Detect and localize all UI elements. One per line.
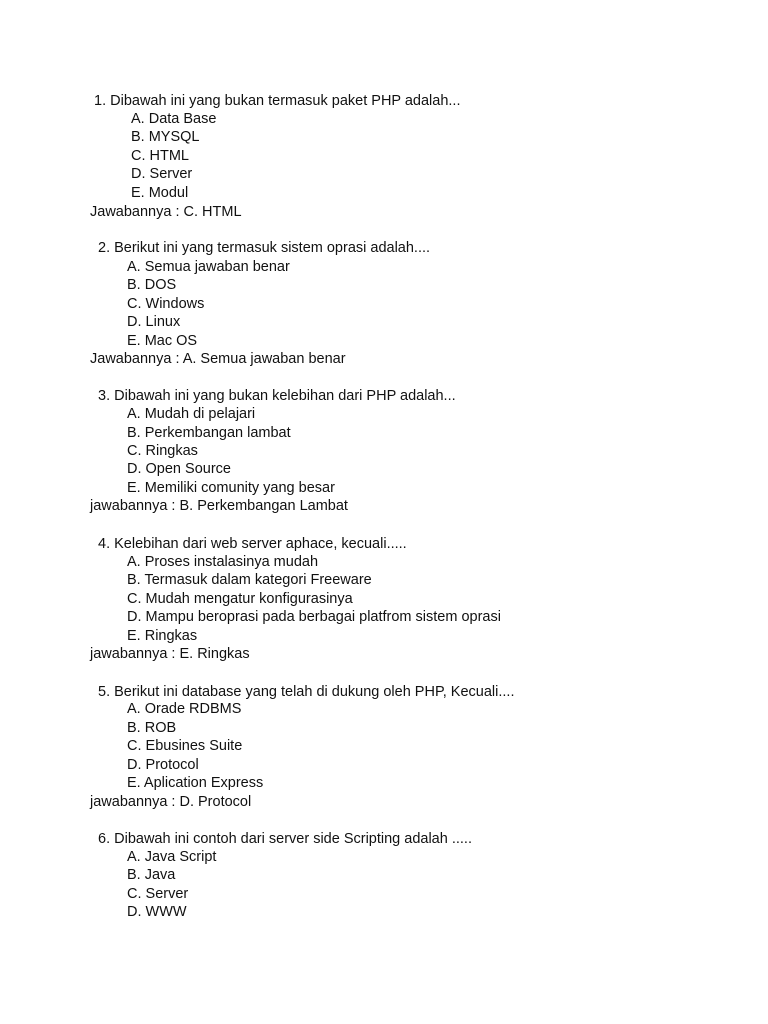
question-4-option-c: C. Mudah mengatur konfigurasinya	[127, 591, 353, 607]
question-3-option-b: B. Perkembangan lambat	[127, 425, 291, 441]
question-1-option-a: A. Data Base	[131, 111, 217, 127]
question-1-option-e: E. Modul	[131, 185, 189, 201]
question-4-option-d: D. Mampu beroprasi pada berbagai platfrom sistem oprasi	[127, 609, 501, 625]
question-4-option-b: B. Termasuk dalam kategori Freeware	[127, 572, 372, 588]
question-6-option-c: C. Server	[127, 886, 189, 902]
question-5-option-e: E. Aplication Express	[127, 775, 264, 791]
question-6-text: 6. Dibawah ini contoh dari server side Scripting adalah .....	[98, 831, 472, 847]
question-3-option-e: E. Memiliki comunity yang besar	[127, 480, 335, 496]
question-3-option-d: D. Open Source	[127, 461, 231, 477]
question-2-option-b: B. DOS	[127, 277, 177, 293]
question-1-option-d: D. Server	[131, 166, 193, 182]
question-2-answer: Jawabannya : A. Semua jawaban benar	[90, 351, 346, 367]
question-2-option-c: C. Windows	[127, 296, 205, 312]
question-6-option-b: B. Java	[127, 867, 176, 883]
question-6-option-a: A. Java Script	[127, 849, 217, 865]
question-5-text: 5. Berikut ini database yang telah di dukung oleh PHP, Kecuali....	[98, 684, 515, 700]
question-5-option-a: A. Orade RDBMS	[127, 701, 242, 717]
question-4-option-a: A. Proses instalasinya mudah	[127, 554, 319, 570]
question-6-option-d: D. WWW	[127, 904, 187, 920]
question-1-option-b: B. MYSQL	[131, 129, 200, 145]
question-3-option-c: C. Ringkas	[127, 443, 198, 459]
question-5-answer: jawabannya : D. Protocol	[90, 794, 252, 810]
question-5-option-c: C. Ebusines Suite	[127, 738, 243, 754]
question-4-answer: jawabannya : E. Ringkas	[90, 646, 250, 662]
question-2-option-e: E. Mac OS	[127, 333, 198, 349]
question-1-answer: Jawabannya : C. HTML	[90, 204, 242, 220]
question-2-option-a: A. Semua jawaban benar	[127, 259, 290, 275]
question-5-option-b: B. ROB	[127, 720, 177, 736]
question-2-text: 2. Berikut ini yang termasuk sistem oprasi adalah....	[98, 240, 431, 256]
question-3-option-a: A. Mudah di pelajari	[127, 406, 256, 422]
question-4-option-e: E. Ringkas	[127, 628, 198, 644]
question-3-text: 3. Dibawah ini yang bukan kelebihan dari PHP adalah...	[98, 388, 456, 404]
question-3-answer: jawabannya : B. Perkembangan Lambat	[90, 498, 348, 514]
question-1-text: 1. Dibawah ini yang bukan termasuk paket PHP adalah...	[94, 93, 461, 109]
question-2-option-d: D. Linux	[127, 314, 181, 330]
question-5-option-d: D. Protocol	[127, 757, 199, 773]
question-4-text: 4. Kelebihan dari web server aphace, kecuali.....	[98, 536, 407, 552]
question-1-option-c: C. HTML	[131, 148, 189, 164]
